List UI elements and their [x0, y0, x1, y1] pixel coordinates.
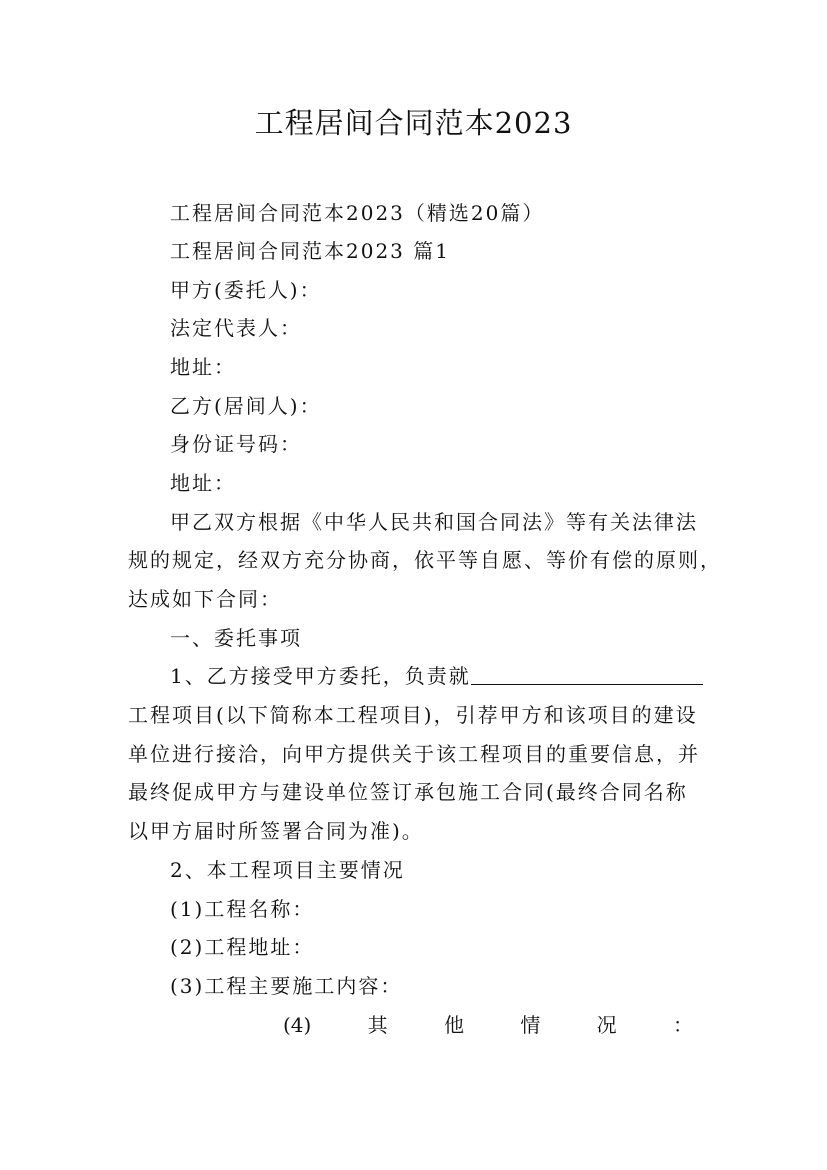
party-b-label: 乙方(居间人)： — [170, 394, 322, 418]
legal-rep-label: 法定代表人： — [170, 316, 302, 340]
subtitle-line: 工程居间合同范本2023（精选20篇） — [170, 201, 545, 225]
sub-item-char: (4) — [283, 1013, 312, 1037]
paragraph-line: 工程项目(以下简称本工程项目)，引荐甲方和该项目的建设 — [128, 703, 698, 727]
paragraph-line: 规的规定，经双方充分协商，依平等自愿、等价有偿的原则， — [128, 548, 722, 572]
sub-item: (3)工程主要施工内容： — [170, 974, 403, 998]
sub-item-char: 他 — [444, 1013, 464, 1037]
party-a-label: 甲方(委托人)： — [170, 278, 322, 302]
item-1-prefix: 1、乙方接受甲方委托，负责就 — [170, 664, 471, 688]
sub-item-char: 况 — [596, 1013, 617, 1037]
paragraph-line: 甲乙双方根据《中华人民共和国合同法》等有关法律法 — [170, 510, 698, 534]
sub-item: (2)工程地址： — [170, 935, 315, 959]
paragraph-line: 达成如下合同： — [128, 587, 282, 611]
sub-item-char: 情 — [520, 1013, 541, 1037]
sub-item: (1)工程名称： — [170, 897, 315, 921]
paragraph-line: 最终促成甲方与建设单位签订承包施工合同(最终合同名称 — [128, 780, 688, 804]
paragraph-line: 以甲方届时所签署合同为准)。 — [128, 819, 424, 843]
address-b-label: 地址： — [170, 471, 236, 495]
sub-item-char: 其 — [367, 1013, 388, 1037]
paragraph-line: 单位进行接洽，向甲方提供关于该工程项目的重要信息，并 — [128, 742, 700, 766]
item-1-first-line — [170, 664, 702, 688]
section-heading: 一、委托事项 — [170, 626, 302, 650]
document-title: 工程居间合同范本2023 — [254, 106, 573, 140]
sub-item-4 — [283, 1013, 693, 1037]
blank-underline — [471, 664, 703, 685]
id-number-label: 身份证号码： — [170, 432, 302, 456]
chapter-heading: 工程居间合同范本2023 篇1 — [170, 239, 450, 263]
address-a-label: 地址： — [170, 355, 236, 379]
item-2-heading: 2、本工程项目主要情况 — [170, 858, 405, 882]
sub-item-char: ： — [672, 1013, 693, 1037]
